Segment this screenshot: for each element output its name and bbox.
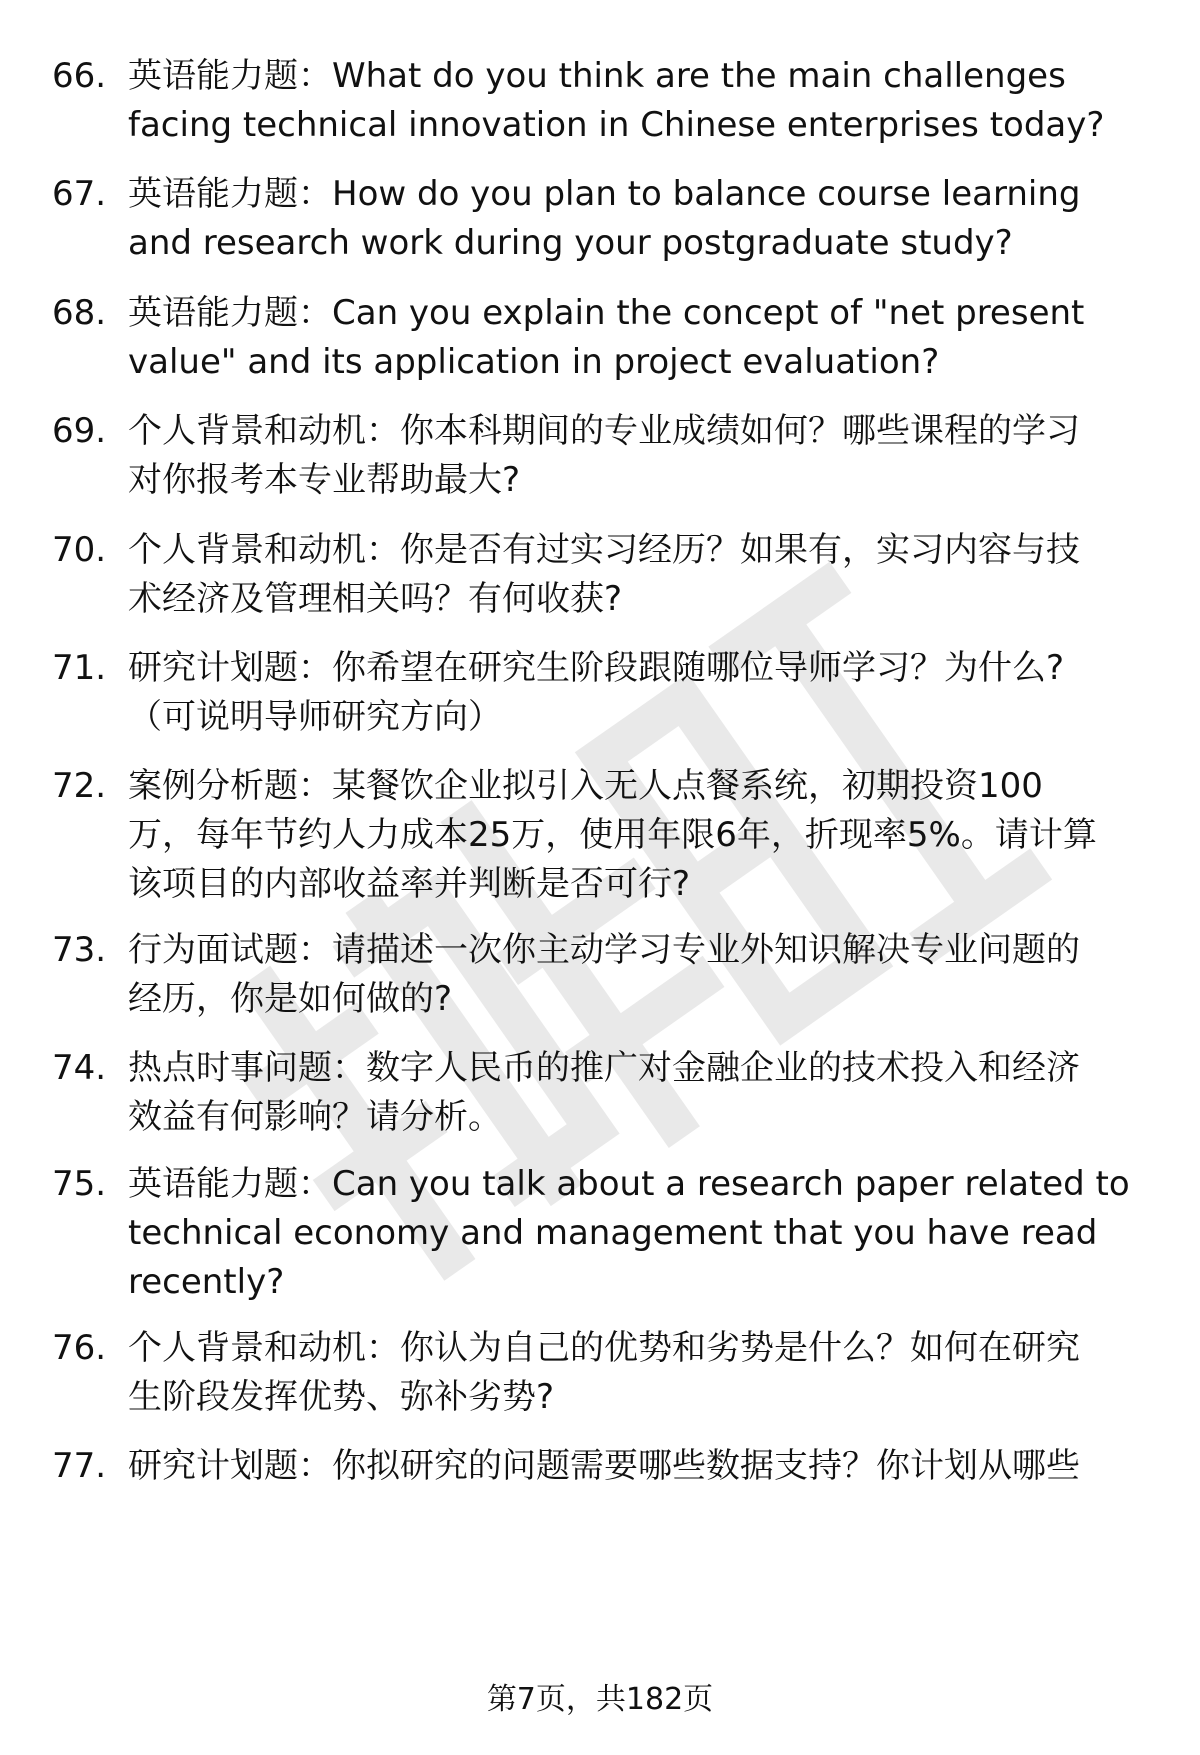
question-text: 个人背景和动机：你是否有过实习经历？如果有，实习内容与技 术经济及管理相关吗？有何收获? <box>128 530 1080 619</box>
question-number: 73. <box>52 930 107 970</box>
question-text: 行为面试题：请描述一次你主动学习专业外知识解决专业问题的 经历，你是如何做的? <box>128 930 1080 1019</box>
question-number: 68. <box>52 293 107 333</box>
question-text: 研究计划题：你希望在研究生阶段跟随哪位导师学习？为什么? （可说明导师研究方向） <box>128 648 1065 737</box>
question-text: 英语能力题：Can you talk about a research paper related to technical economy and management that you have read recently? <box>128 1164 1130 1302</box>
question-text: 热点时事问题：数字人民币的推广对金融企业的技术投入和经济 效益有何影响？请分析。 <box>128 1048 1080 1137</box>
question-number: 66. <box>52 56 107 96</box>
question-number: 77. <box>52 1446 107 1486</box>
question-number: 76. <box>52 1328 107 1368</box>
question-text: 案例分析题：某餐饮企业拟引入无人点餐系统，初期投资100 万，每年节约人力成本25万，使用年限6年，折现率5%。请计算 该项目的内部收益率并判断是否可行? <box>128 766 1097 904</box>
question-number: 71. <box>52 648 107 688</box>
question-text: 英语能力题：How do you plan to balance course learning and research work during your postgraduate study? <box>128 174 1081 263</box>
question-number: 72. <box>52 766 107 806</box>
question-text: 个人背景和动机：你本科期间的专业成绩如何？哪些课程的学习 对你报考本专业帮助最大? <box>128 411 1080 500</box>
question-text: 英语能力题：What do you think are the main challenges facing technical innovation in Chinese enterprises today? <box>128 56 1105 145</box>
question-number: 70. <box>52 530 107 570</box>
question-number: 74. <box>52 1048 107 1088</box>
question-number: 75. <box>52 1164 107 1204</box>
question-text: 个人背景和动机：你认为自己的优势和劣势是什么？如何在研究 生阶段发挥优势、弥补劣势? <box>128 1328 1080 1417</box>
question-text: 英语能力题：Can you explain the concept of "net present value" and its application in project evaluation? <box>128 293 1085 382</box>
question-number: 67. <box>52 174 107 214</box>
page-footer: 第7页，共182页 <box>486 1682 714 1717</box>
question-text: 研究计划题：你拟研究的问题需要哪些数据支持？你计划从哪些 <box>128 1446 1080 1486</box>
question-number: 69. <box>52 411 107 451</box>
